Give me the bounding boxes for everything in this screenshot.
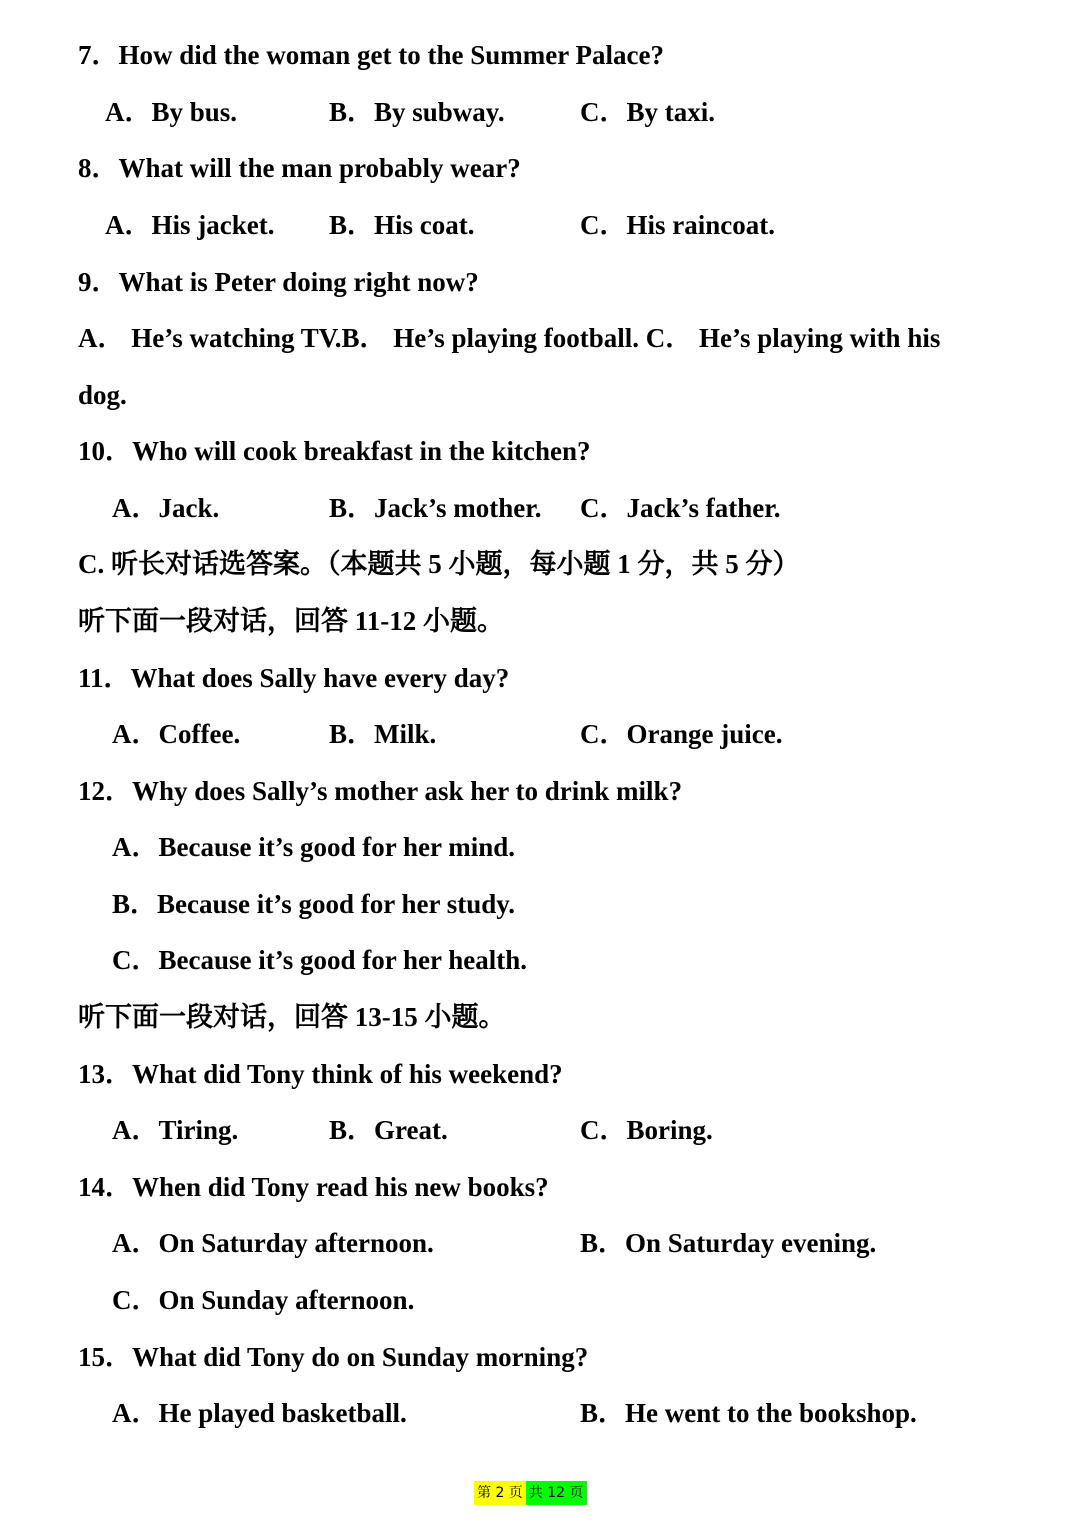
q10-option-c: C．Jack’s father. <box>580 493 781 523</box>
q14-option-a: A．On Saturday afternoon. <box>112 1228 434 1258</box>
q9-options-wrap: dog. <box>78 380 127 410</box>
q12-option-c: C．Because it’s good for her health. <box>112 945 527 975</box>
question-15: 15．What did Tony do on Sunday morning? <box>78 1342 589 1372</box>
question-13: 13．What did Tony think of his weekend? <box>78 1059 563 1089</box>
q9-options-line: A． He’s watching TV.B． He’s playing football. C． He’s playing with his <box>78 323 941 353</box>
q11-option-c: C．Orange juice. <box>580 719 783 749</box>
q7-option-c: C．By taxi. <box>580 97 715 127</box>
q13-option-b: B．Great. <box>329 1115 448 1145</box>
q8-option-c: C．His raincoat. <box>580 210 775 240</box>
q15-option-a: A．He played basketball. <box>112 1398 407 1428</box>
q13-option-c: C．Boring. <box>580 1115 713 1145</box>
question-9: 9．What is Peter doing right now? <box>78 267 479 297</box>
q12-option-b: B．Because it’s good for her study. <box>112 889 516 919</box>
q14-option-c: C．On Sunday afternoon. <box>112 1285 415 1315</box>
question-7: 7．How did the woman get to the Summer Palace? <box>78 40 664 70</box>
question-12: 12．Why does Sally’s mother ask her to drink milk? <box>78 776 683 806</box>
q7-option-b: B．By subway. <box>329 97 505 127</box>
q7-option-a: A．By bus. <box>105 97 238 127</box>
q10-option-a: A．Jack. <box>112 493 220 523</box>
q11-option-b: B．Milk. <box>329 719 437 749</box>
question-8: 8．What will the man probably wear? <box>78 153 521 183</box>
question-10: 10．Who will cook breakfast in the kitchen? <box>78 436 591 466</box>
q12-option-a: A．Because it’s good for her mind. <box>112 832 515 862</box>
q8-option-b: B．His coat. <box>329 210 475 240</box>
page-total: 共 12 页 <box>526 1481 587 1505</box>
section-c-heading: C. 听长对话选答案。（本题共 5 小题，每小题 1 分，共 5 分） <box>78 549 800 579</box>
page-number: 第 2 页 <box>474 1481 526 1505</box>
question-11: 11．What does Sally have every day? <box>78 663 510 693</box>
q10-option-b: B．Jack’s mother. <box>329 493 542 523</box>
q8-option-a: A．His jacket. <box>105 210 275 240</box>
page-footer <box>474 1481 587 1505</box>
q14-option-b: B．On Saturday evening. <box>580 1228 877 1258</box>
q15-option-b: B．He went to the bookshop. <box>580 1398 917 1428</box>
q11-option-a: A．Coffee. <box>112 719 241 749</box>
question-14: 14．When did Tony read his new books? <box>78 1172 549 1202</box>
q13-option-a: A．Tiring. <box>112 1115 239 1145</box>
instruction-13-15: 听下面一段对话，回答 13-15 小题。 <box>78 1002 506 1032</box>
instruction-11-12: 听下面一段对话，回答 11-12 小题。 <box>78 606 505 636</box>
